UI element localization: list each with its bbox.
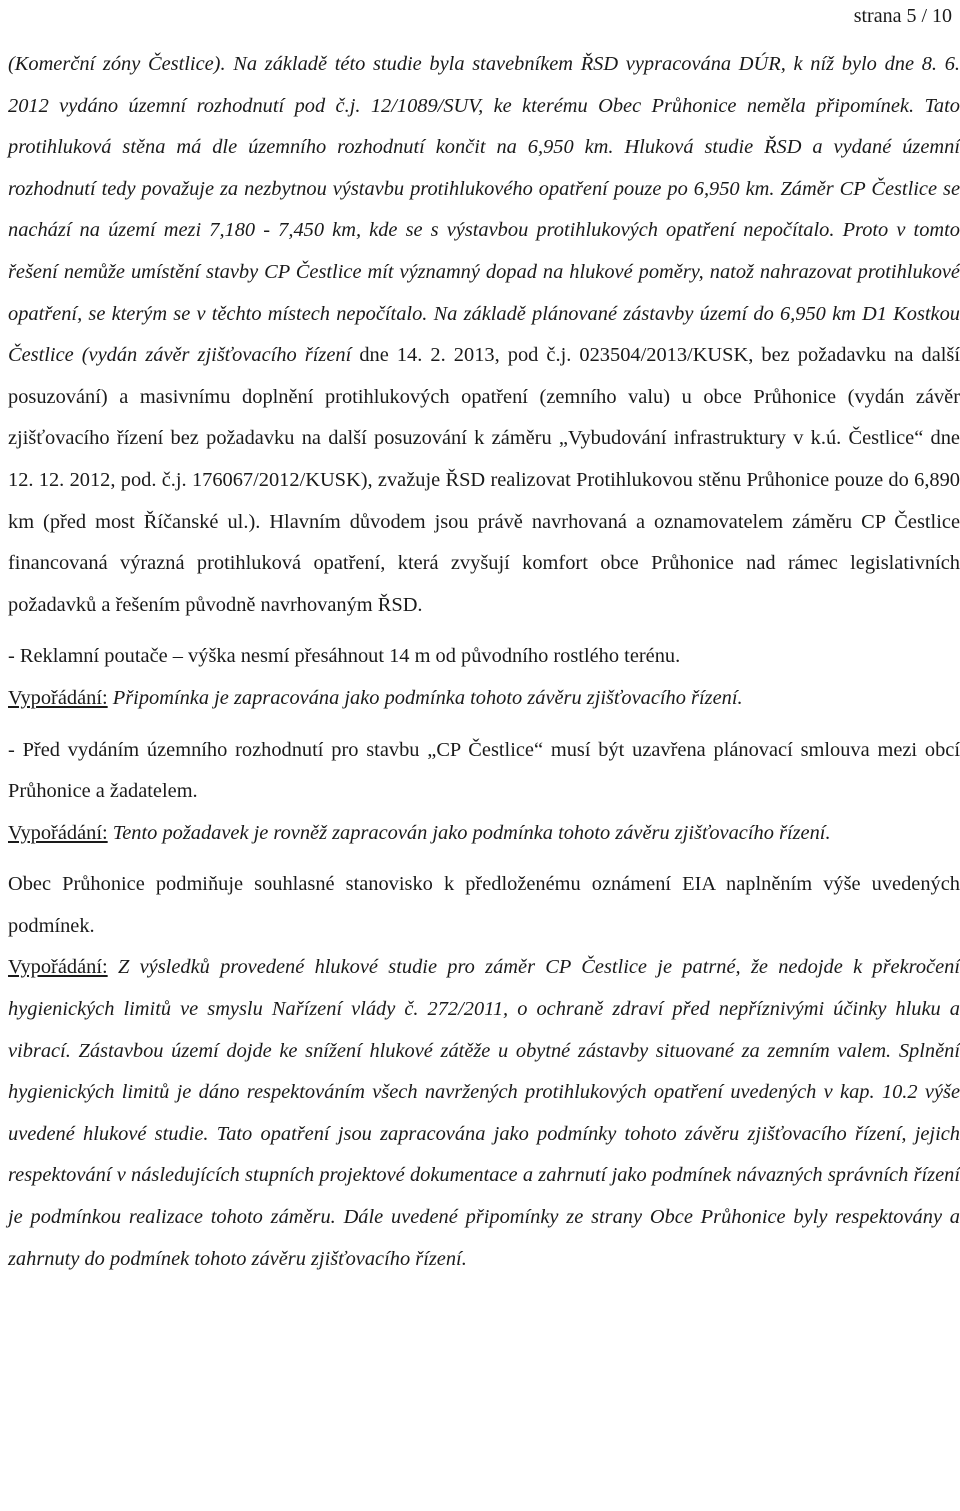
resolution-billboards (8, 678, 960, 720)
resolution-label: Vypořádání: (8, 821, 108, 844)
document-body (8, 44, 960, 1280)
paragraph-italic-part: (Komerční zóny Čestlice). Na základě této studie byla stavebníkem ŘSD vypracována DÚR, k níž bylo dne 8. 6. 2012 vydáno územní rozhodnutí pod č.j. 12/1089/SUV, ke kterému Obec Průhonice neměla připomínek. Tato protihluková stěna má dle územního rozhodnutí končit na 6,950 km. Hluková studie ŘSD a vydané územní rozhodnutí tedy považuje za nezbytnou výstavbu protihlukového opatření pouze po 6,950 km. Záměr CP Čestlice se nachází na území mezi 7,180 - 7,450 km, kde se s výstavbou protihlukových opatření nepočítalo. Proto v tomto řešení nemůže umístění stavby CP Čestlice mít významný dopad na hlukové poměry, natož nahrazovat protihlukové opatření, se kterým se v těchto místech nepočítalo. Na základě plánované zástavby území do 6,950 km D1 Kostkou Čestlice (vydán závěr zjišťovacího řízení (8, 53, 960, 367)
paragraph-normal-part: dne 14. 2. 2013, pod č.j. 023504/2013/KUSK, bez požadavku na další posuzování) a masivnímu doplnění protihlukových opatření (zemního valu) u obce Průhonice (vydán závěr zjišťovacího řízení bez požadavku na další posuzování k záměru „Vybudování infrastruktury v k.ú. Čestlice“ dne 12. 12. 2012, pod. č.j. 176067/2012/KUSK), zvažuje ŘSD realizovat Protihlukovou stěnu Průhonice pouze do 6,890 km (před most Říčanské ul.). Hlavním důvodem jsou právě navrhovaná a oznamovatelem záměru CP Čestlice financovaná výrazná protihluková opatření, která zvyšují komfort obce Průhonice nad rámec legislativních požadavků a řešením původně navrhovaným ŘSD. (8, 344, 960, 616)
paragraph-noise-study (8, 44, 960, 626)
resolution-planning-contract (8, 813, 960, 855)
resolution-label: Vypořádání: (8, 686, 108, 709)
requirement-billboards: - Reklamní poutače – výška nesmí přesáhnout 14 m od původního rostlého terénu. (8, 645, 681, 668)
page-number: strana 5 / 10 (853, 5, 952, 27)
resolution-text: Připomínka je zapracována jako podmínka tohoto závěru zjišťovacího řízení. (107, 686, 743, 709)
resolution-noise-limits (8, 947, 960, 1280)
resolution-text: Z výsledků provedené hlukové studie pro záměr CP Čestlice je patrné, že nedojde k překročení hygienických limitů ve smyslu Nařízení vlády č. 272/2011, o ochraně zdraví před nepříznivými účinky hluku a vibrací. Zástavbou území dojde ke snížení hlukové zátěže u obytné zástavby situované za zemním valem. Splnění hygienických limitů je dáno respektováním všech navržených protihlukových opatření uvedených v kap. 10.2 výše uvedené hlukové studie. Tato opatření jsou zapracována jako podmínky tohoto závěru zjišťovacího řízení, jejich respektování v následujících stupních projektové dokumentace a zahrnutí jako podmínek návazných správních řízení je podmínkou realizace tohoto záměru. Dále uvedené připomínky ze strany Obce Průhonice byly respektovány a zahrnuty do podmínek tohoto závěru zjišťovacího řízení. (8, 956, 960, 1270)
resolution-label: Vypořádání: (8, 956, 108, 979)
statement-consent: Obec Průhonice podmiňuje souhlasné stanovisko k předloženému oznámení EIA naplněním výše uvedených podmínek. (8, 873, 960, 937)
requirement-planning-contract: - Před vydáním územního rozhodnutí pro stavbu „CP Čestlice“ musí být uzavřena plánovací smlouva mezi obcí Průhonice a žadatelem. (8, 738, 960, 803)
resolution-text: Tento požadavek je rovněž zapracován jako podmínka tohoto závěru zjišťovacího řízení. (107, 821, 831, 844)
